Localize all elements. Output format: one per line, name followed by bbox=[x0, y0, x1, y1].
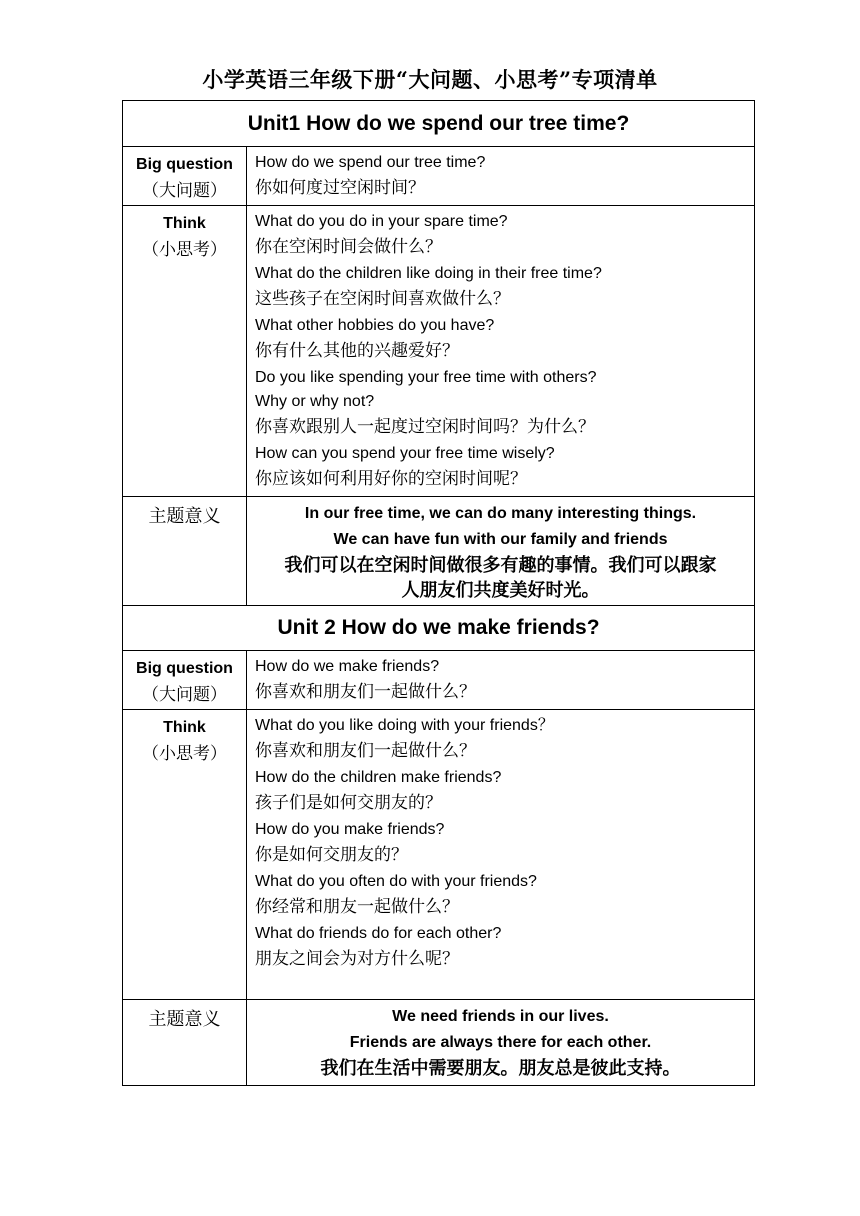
page-title: 小学英语三年级下册“大问题、小思考”专项清单 bbox=[202, 67, 658, 92]
think-question-en: Do you like spending your free time with others? bbox=[255, 369, 597, 386]
think-question-en: What do you do in your spare time? bbox=[255, 213, 508, 230]
think-label bbox=[123, 206, 247, 497]
meaning-content bbox=[247, 497, 755, 606]
big-question-label bbox=[123, 147, 247, 206]
think-question-zh: 你喜欢跟别人一起度过空闲时间吗？为什么？ bbox=[255, 417, 595, 437]
think-question-en: What other hobbies do you have? bbox=[255, 317, 495, 334]
big-question-label-zh: （大问题） bbox=[142, 181, 227, 201]
think-question-en: What do friends do for each other? bbox=[255, 925, 502, 942]
meaning-row bbox=[123, 497, 755, 606]
big-question-en: How do we make friends? bbox=[255, 658, 440, 675]
think-question-en: How do the children make friends? bbox=[255, 769, 502, 786]
big-question-content bbox=[247, 651, 755, 710]
think-question-zh: 你喜欢和朋友们一起做什么？ bbox=[255, 741, 476, 761]
big-question-label-en: Big question bbox=[136, 660, 233, 677]
meaning-en: We can have fun with our family and friends bbox=[333, 531, 668, 548]
unit-heading: Unit1 How do we spend our tree time? bbox=[123, 101, 755, 147]
think-question-zh: 这些孩子在空闲时间喜欢做什么？ bbox=[255, 289, 510, 309]
think-question-zh: 你应该如何利用好你的空闲时间呢？ bbox=[255, 469, 527, 489]
meaning-zh: 人朋友们共度美好时光。 bbox=[401, 580, 600, 601]
big-question-zh: 你如何度过空闲时间？ bbox=[255, 178, 425, 198]
think-label-en: Think bbox=[163, 719, 206, 736]
think-question-en: What do you often do with your friends? bbox=[255, 873, 537, 890]
think-question-zh: 朋友之间会为对方什么呢？ bbox=[255, 949, 459, 969]
think-question-en: How can you spend your free time wisely? bbox=[255, 445, 555, 462]
think-question-zh: 你有什么其他的兴趣爱好？ bbox=[255, 341, 459, 361]
meaning-label-text: 主题意义 bbox=[148, 506, 221, 527]
think-question-en: How do you make friends? bbox=[255, 821, 445, 838]
big-question-label-en: Big question bbox=[136, 156, 233, 173]
big-question-zh: 你喜欢和朋友们一起做什么？ bbox=[255, 682, 476, 702]
big-question-content bbox=[247, 147, 755, 206]
big-question-label bbox=[123, 651, 247, 710]
think-content bbox=[247, 206, 755, 497]
think-question-zh: 孩子们是如何交朋友的？ bbox=[255, 793, 442, 813]
meaning-en: We need friends in our lives. bbox=[392, 1008, 609, 1025]
meaning-label-text: 主题意义 bbox=[148, 1009, 221, 1030]
meaning-zh: 我们可以在空闲时间做很多有趣的事情。我们可以跟家 bbox=[284, 555, 717, 576]
think-content bbox=[247, 710, 755, 1000]
think-label bbox=[123, 710, 247, 1000]
think-label-zh: （小思考） bbox=[142, 744, 227, 764]
checklist-table bbox=[122, 100, 755, 1086]
unit-heading: Unit 2 How do we make friends? bbox=[123, 606, 755, 651]
big-question-en: How do we spend our tree time? bbox=[255, 154, 486, 171]
meaning-en: In our free time, we can do many interesting things. bbox=[304, 505, 697, 522]
big-question-row bbox=[123, 651, 755, 710]
unit-heading-row bbox=[123, 606, 755, 651]
meaning-row bbox=[123, 1000, 755, 1086]
think-question-zh: 你经常和朋友一起做什么？ bbox=[255, 897, 459, 917]
meaning-zh: 我们在生活中需要朋友。朋友总是彼此支持。 bbox=[320, 1058, 681, 1079]
think-question-en: Why or why not? bbox=[255, 393, 375, 410]
think-question-en: What do the children like doing in their free time? bbox=[255, 265, 602, 282]
think-row bbox=[123, 710, 755, 1000]
think-question-zh: 你是如何交朋友的？ bbox=[255, 845, 408, 865]
think-question-zh: 你在空闲时间会做什么？ bbox=[255, 237, 442, 257]
big-question-label-zh: （大问题） bbox=[142, 685, 227, 705]
meaning-label bbox=[123, 1000, 247, 1086]
think-question-en: What do you like doing with your friends？ bbox=[255, 717, 554, 734]
think-label-en: Think bbox=[163, 215, 206, 232]
think-row bbox=[123, 206, 755, 497]
meaning-content bbox=[247, 1000, 755, 1086]
meaning-label bbox=[123, 497, 247, 606]
meaning-en: Friends are always there for each other. bbox=[349, 1034, 652, 1051]
unit-heading-row bbox=[123, 101, 755, 147]
big-question-row bbox=[123, 147, 755, 206]
think-label-zh: （小思考） bbox=[142, 240, 227, 260]
